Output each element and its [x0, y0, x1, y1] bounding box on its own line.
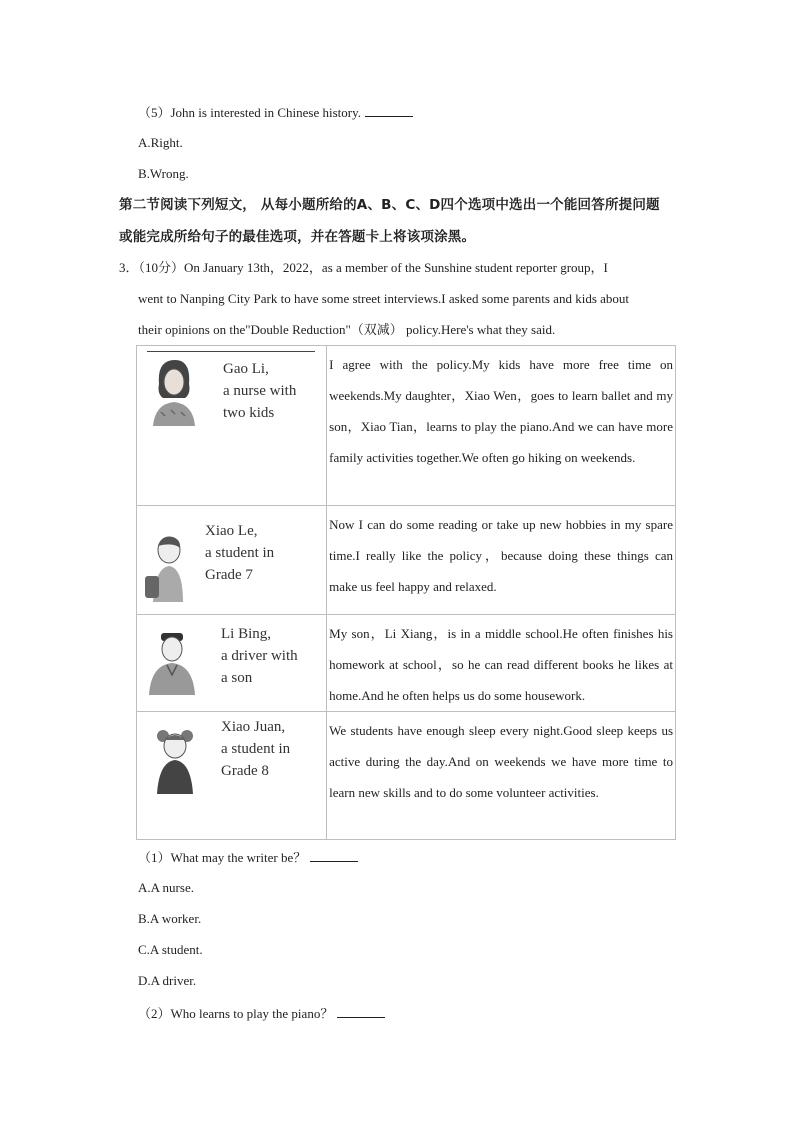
- table-row: [137, 506, 676, 615]
- table-row: [137, 712, 676, 840]
- table-row: [137, 615, 676, 712]
- person-cell: [137, 346, 327, 506]
- image-top-rule: [147, 351, 315, 352]
- interview-table: [136, 345, 676, 840]
- section-instruction-line1: 第二节阅读下列短文， 从每小题所给的A、B、C、D四个选项中选出一个能回答所提问题: [119, 197, 660, 213]
- q5-prompt: （5）John is interested in Chinese history.: [138, 104, 413, 121]
- person-quote: I agree with the policy.My kids have more free time on weekends.My daughter，Xiao Wen，goes to learn ballet and my son，Xiao Tian，learns to play the piano.And we can have more family activities together.We often go hiking on weekends.: [327, 346, 676, 506]
- answer-blank[interactable]: [337, 1005, 385, 1018]
- person-cell: [137, 615, 327, 712]
- person-cell: [137, 712, 327, 840]
- sub1-option-a: A.A nurse.: [138, 880, 194, 895]
- boy-student-portrait-icon: [143, 532, 187, 602]
- person-description: Xiao Juan, a student in Grade 8: [221, 719, 291, 779]
- q5-option-a: A.Right.: [138, 135, 183, 150]
- person-cell: [137, 506, 327, 615]
- question3-intro-line1: 3．（10分）On January 13th，2022，as a member of the Sunshine student reporter group，I: [119, 260, 608, 275]
- sub1-option-b: B.A worker.: [138, 911, 202, 926]
- person-description: Xiao Le, a student in Grade 7: [205, 523, 275, 583]
- man-portrait-icon: [145, 629, 197, 695]
- person-quote: Now I can do some reading or take up new hobbies in my spare time.I really like the policy，because doing these things can make us feel happy and relaxed.: [327, 506, 676, 615]
- person-description: Gao Li, a nurse with two kids: [223, 361, 297, 421]
- question3-intro-line2: went to Nanping City Park to have some street interviews.I asked some parents and kids about: [138, 291, 630, 306]
- q5-option-b: B.Wrong.: [138, 166, 189, 181]
- sub2-prompt: （2）Who learns to play the piano？: [138, 1005, 385, 1022]
- person-description: Li Bing, a driver with a son: [221, 626, 298, 686]
- sub1-prompt: （1）What may the writer be？: [138, 849, 358, 866]
- woman-portrait-icon: [145, 354, 203, 426]
- answer-blank[interactable]: [365, 104, 413, 117]
- girl-student-portrait-icon: [151, 724, 199, 794]
- answer-blank[interactable]: [310, 849, 358, 862]
- sub1-option-c: C.A student.: [138, 942, 203, 957]
- person-quote: We students have enough sleep every night.Good sleep keeps us active during the day.And on weekends we have more time to learn new skills and to do some volunteer activities.: [327, 712, 676, 840]
- sub1-option-d: D.A driver.: [138, 973, 197, 988]
- section-instruction-line2: 或能完成所给句子的最佳选项，并在答题卡上将该项涂黑。: [119, 229, 476, 245]
- question3-intro-line3: their opinions on the"Double Reduction"（双减） policy.Here's what they said.: [138, 322, 556, 337]
- person-quote: My son，Li Xiang，is in a middle school.He often finishes his homework at school，so he can read different books he likes at home.And he often helps us do some housework.: [327, 615, 676, 712]
- table-row: [137, 346, 676, 506]
